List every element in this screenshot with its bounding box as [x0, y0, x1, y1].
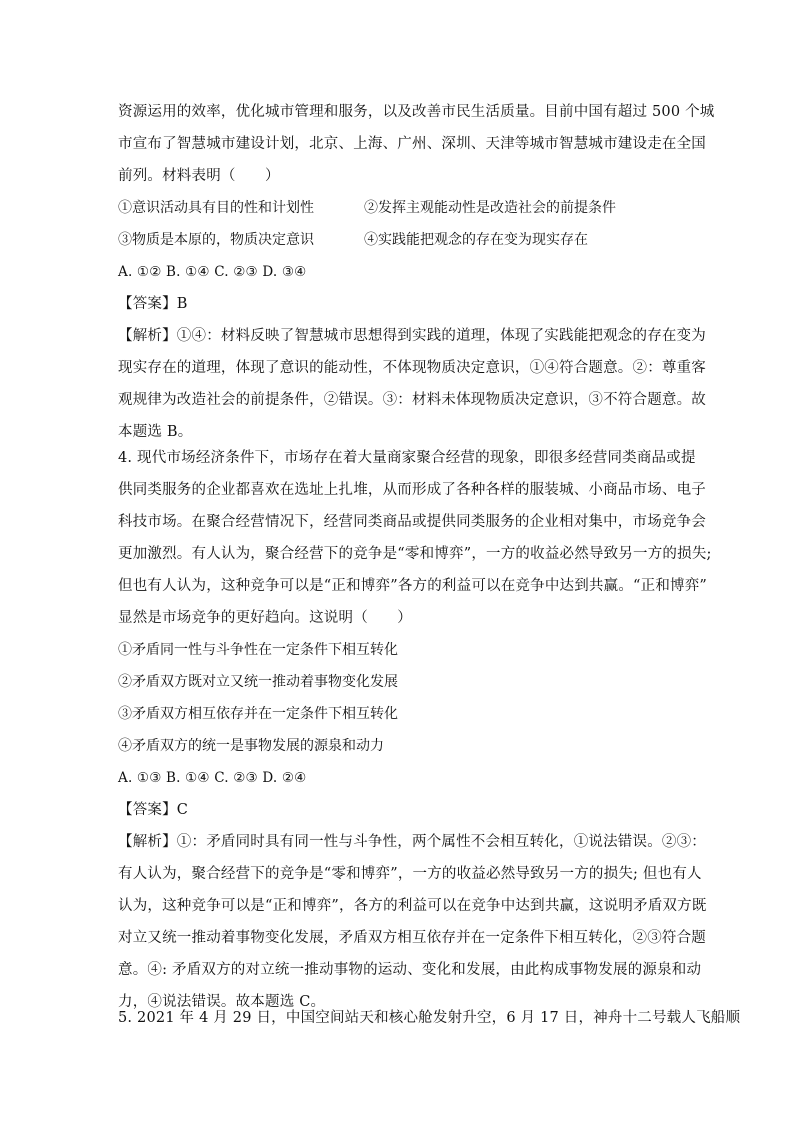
- q3-choices: A. ①② B. ①④ C. ②③ D. ③④: [118, 264, 307, 280]
- question-5: [118, 1002, 741, 1034]
- q5-stem-line: 5. 2021 年 4 月 29 日，中国空间站天和核心舱发射升空，6 月 17 日，神舟十二号载人飞船顺: [118, 1010, 741, 1026]
- q4-analysis-line: 对立又统一推动着事物变化发展，矛盾双方相互依存并在一定条件下相互转化，②③符合题: [118, 930, 706, 946]
- q4-stem-line: 4. 现代市场经济条件下，市场存在着大量商家聚合经营的现象，即很多经营同类商品或提: [118, 450, 696, 466]
- q3-stem-line: 前列。材料表明（ ）: [118, 168, 280, 184]
- q4-choices: A. ①③ B. ①④ C. ②③ D. ②④: [118, 770, 307, 786]
- q3-option-3: ③物质是本原的，物质决定意识: [118, 232, 314, 248]
- q3-analysis-line: 本题选 B。: [118, 424, 193, 440]
- q4-analysis-line: 意。④: 矛盾双方的对立统一推动事物的运动、变化和发展，由此构成事物发展的源泉和动: [118, 962, 702, 978]
- q3-analysis-line: 【解析】①④：材料反映了智慧城市思想得到实践的道理，体现了实践能把观念的存在变为: [118, 328, 706, 344]
- q4-answer: 【答案】C: [118, 802, 189, 818]
- q4-analysis-line: 【解析】①：矛盾同时具有同一性与斗争性，两个属性不会相互转化，①说法错误。②③：: [118, 834, 706, 850]
- q4-option-1: ①矛盾同一性与斗争性在一定条件下相互转化: [118, 642, 398, 658]
- q3-option-4: ④实践能把观念的存在变为现实存在: [364, 232, 588, 248]
- q4-analysis-line: 力，④说法错误。故本题选 C。: [118, 994, 326, 1010]
- q3-option-1: ①意识活动具有目的性和计划性: [118, 200, 314, 216]
- q4-analysis-line: 有人认为，聚合经营下的竞争是“零和博弈”，一方的收益必然导致另一方的损失; 但也有人: [118, 866, 702, 882]
- q4-analysis-line: 认为，这种竞争可以是“正和博弈”，各方的利益可以在竞争中达到共赢，这说明矛盾双方既: [118, 898, 707, 914]
- question-4: [118, 442, 712, 1018]
- q3-stem-line: 市宣布了智慧城市建设计划，北京、上海、广州、深圳、天津等城市智慧城市建设走在全国: [118, 136, 706, 152]
- q4-option-4: ④矛盾双方的统一是事物发展的源泉和动力: [118, 738, 384, 754]
- q3-analysis-line: 观规律为改造社会的前提条件，②错误。③：材料未体现物质决定意识，③不符合题意。故: [118, 392, 706, 408]
- q4-option-3: ③矛盾双方相互依存并在一定条件下相互转化: [118, 706, 398, 722]
- question-3: [118, 96, 715, 448]
- q4-stem-line: 显然是市场竞争的更好趋向。这说明（ ）: [118, 610, 412, 626]
- q3-options-row: [118, 192, 678, 224]
- q3-analysis-line: 现实存在的道理，体现了意识的能动性，不体现物质决定意识，①④符合题意。②：尊重客: [118, 360, 706, 376]
- q4-stem-line: 供同类服务的企业都喜欢在选址上扎堆，从而形成了各种各样的服装城、小商品市场、电子: [118, 482, 706, 498]
- q4-option-2: ②矛盾双方既对立又统一推动着事物变化发展: [118, 674, 398, 690]
- q3-stem-line: 资源运用的效率，优化城市管理和服务，以及改善市民生活质量。目前中国有超过 500 个城: [118, 104, 715, 120]
- q4-stem-line: 但也有人认为，这种竞争可以是“正和博弈”各方的利益可以在竞争中达到共赢。“正和博弈”: [118, 578, 708, 594]
- q3-option-2: ②发挥主观能动性是改造社会的前提条件: [364, 200, 616, 216]
- q4-stem-line: 更加激烈。有人认为，聚合经营下的竞争是“零和博弈”，一方的收益必然导致另一方的损失;: [118, 546, 712, 562]
- q4-stem-line: 科技市场。在聚合经营情况下，经营同类商品或提供同类服务的企业相对集中，市场竞争会: [118, 514, 706, 530]
- q3-answer: 【答案】B: [118, 296, 188, 312]
- q3-options-row: [118, 224, 678, 256]
